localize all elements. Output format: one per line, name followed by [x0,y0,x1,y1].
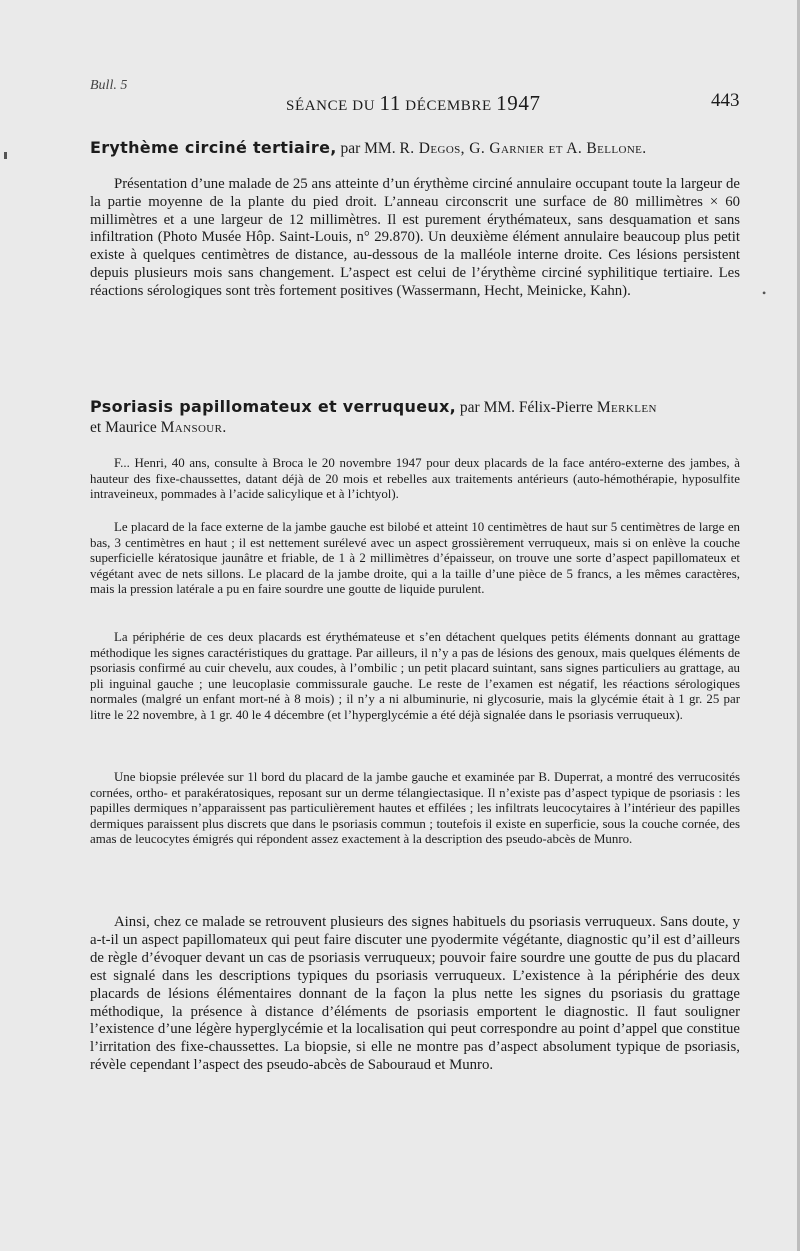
article2-heading [90,397,750,438]
session-year: 1947 [496,91,541,115]
article2-author2-first: Maurice [105,419,157,436]
session-prefix: SÉANCE DU [286,98,376,114]
article2-paragraph-2: Le placard de la face externe de la jambe gauche est bilobé et atteint 10 centimètres de haut sur 5 centimètres de large en bas, 3 centimètres en haut ; il est nettement surélevé avec un aspect grossièrement verruqueux, mais si on enlève la couche superficielle kératosique jaunâtre et friable, de 1 à 2 millimètres d’épaisseur, on trouve une sorte d’aspect papillomateux et végétant avec de nets sillons. Le placard de la jambe droite, qui a la taille d’une pièce de 5 francs, a les mêmes caractères, mais la pression latérale a pu en faire sourdre une goutte de liquide purulent. [90,520,740,597]
article1-authors-prefix: par MM. [336,140,400,157]
margin-mark [4,152,7,159]
article2-author1-last: Merklen [596,399,657,416]
article2-authors-prefix: par MM. [456,399,519,416]
page-number: 443 [711,90,740,111]
session-title [286,91,541,116]
article2-paragraph-1: F... Henri, 40 ans, consulte à Broca le 20 novembre 1947 pour deux placards de la face antéro-externe des jambes, à hauteur des fixe-chaussettes, datant déjà de 20 mois et rebelles aux traitements antérieurs (auto-hémothérapie, hyposulfite intraveineux, pommades à l’acide salicylique et à l’ichtyol). [90,456,740,502]
margin-dot: • [762,286,767,300]
article1-authors: R. Degos, G. Garnier et A. Bellone. [399,140,647,157]
article1-title: Erythème circiné tertiaire, [90,138,337,157]
article2-conclusion: Ainsi, chez ce malade se retrouvent plusieurs des signes habituels du psoriasis verruqueux. Sans doute, y a-t-il un aspect papillomateux qui peut faire discuter une pyodermite végétante, diagnostic qu’il est d’ailleurs de règle d’évoquer devant un cas de psoriasis verruqueux; pouvoir faire sourdre une goutte de pus du placard est signalé dans les descriptions typiques du psoriasis verruqueux. L’existence à la périphérie des deux placards de lésions élémentaires donnant de la façon la plus nette les signes du psoriasis du grattage méthodique, la présence à distance d’éléments de psoriasis emportent le diagnostic. Il faut souligner l’existence d’une légère hyperglycémie et la localisation qui peut correspondre au point d’appel que constitue l’irritation des fixe-chaussettes. La biopsie, si elle ne montre pas d’aspect absolument typique de psoriasis, révèle cependant l’aspect des pseudo-abcès de Sabouraud et Munro. [90,914,740,1074]
article2-paragraph-3: La périphérie de ces deux placards est érythémateuse et s’en détachent quelques petits éléments donnant au grattage méthodique les signes caractéristiques du grattage. Par ailleurs, il n’y a pas de lésions des genoux, mais quelques éléments de psoriasis confirmé au cuir chevelu, aux coudes, à l’ombilic ; un petit placard suintant, sans signes particuliers au grattage, au pli inguinal gauche ; une leucoplasie commissurale gauche. Le reste de l’examen est négatif, les réactions sérologiques normales (malgré un enfant mort-né à 8 mois) ; il n’y a ni albuminurie, ni glycosurie, mais la glycémie était à 1 gr. 25 par litre le 22 novembre, à 1 gr. 40 le 4 décembre (et l’hyperglycémie a été déjà signalée dans le psoriasis verruqueux). [90,630,740,722]
running-header [0,86,800,116]
article1-heading [90,138,750,158]
session-day: 11 [379,91,401,115]
journal-label: Bull. 5 [90,78,128,93]
article1-paragraph: Présentation d’une malade de 25 ans atteinte d’un érythème circiné annulaire occupant toute la largeur de la partie moyenne de la plante du pied droit. L’anneau circonscrit une surface de 80 millimètres × 60 millimètres et a une largeur de 12 millimètres. Il est purement érythémateux, sans desquamation et sans infiltration (Photo Musée Hôp. Saint-Louis, n° 29.870). Un deuxième élément annulaire beaucoup plus petit existe à quelques centimètres de distance, au-dessous de la malléole interne droite. Ces lésions persistent depuis plusieurs mois sans changement. L’aspect est celui de l’érythème circiné syphilitique tertiaire. Les réactions sérologiques sont très fortement positives (Wassermann, Hecht, Meinicke, Kahn). [90,176,740,299]
article2-author2-last: Mansour. [160,419,227,436]
session-month: DÉCEMBRE [405,98,492,114]
article2-author2-connector: et [90,419,102,436]
article2-title: Psoriasis papillomateux et verruqueux, [90,397,457,416]
article2-paragraph-4: Une biopsie prélevée sur 1l bord du placard de la jambe gauche et examinée par B. Duperrat, a montré des verrucosités cornées, ortho- et parakératosiques, reposant sur un derme télangiectasique. Il n’existe pas d’aspect typique de psoriasis : les papilles dermiques n’apparaissent pas particulièrement hautes et effilées ; les infiltrats leucocytaires à l’intérieur des papilles dermiques paraissent plus discrets que dans le psoriasis commun ; toutefois il existe en superficie, sous la couche cornée, des amas de leucocytes émigrés qui répondent assez exactement à la description des pseudo-abcès de Munro. [90,770,740,847]
article2-author1-first: Félix-Pierre [518,399,593,416]
